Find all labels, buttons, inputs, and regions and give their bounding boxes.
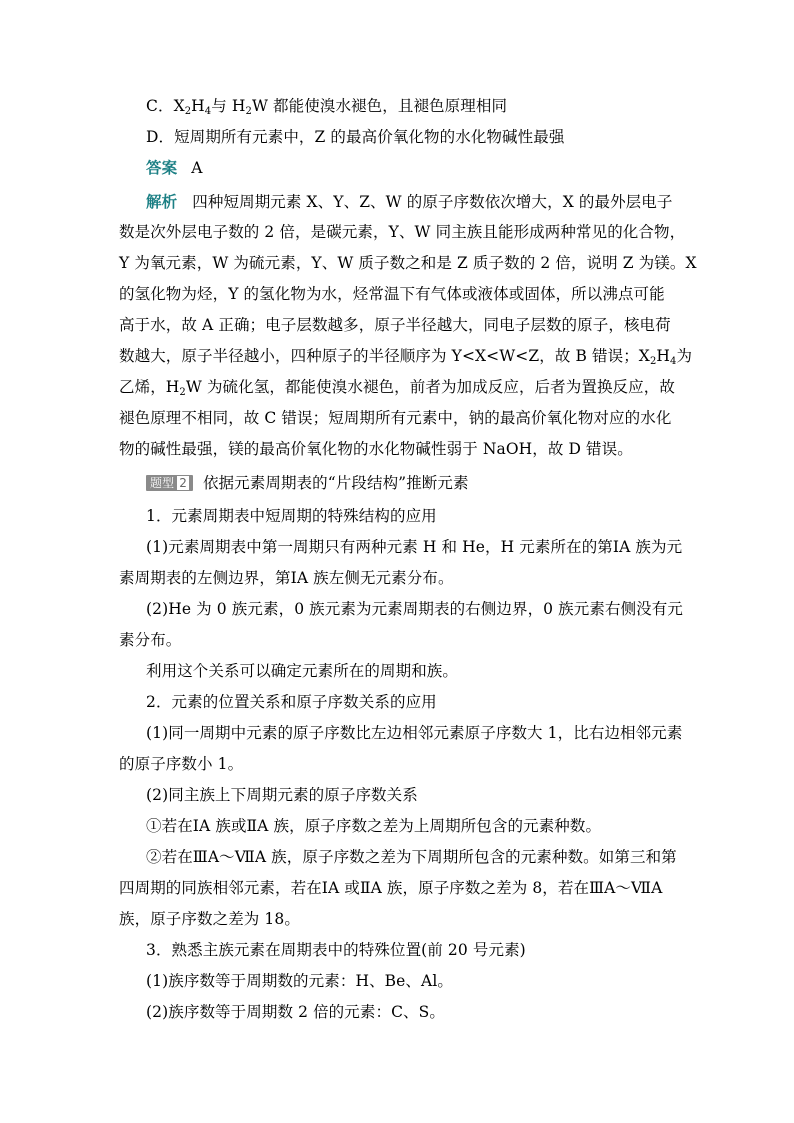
formula-part: X xyxy=(173,97,185,115)
option-c xyxy=(146,96,679,116)
para-7c: 族，原子序数之差为 18。 xyxy=(119,910,300,928)
para-7b: 四周期的同族相邻元素，若在ⅠA 或ⅡA 族，原子序数之差为 8，若在ⅢA～ⅦA xyxy=(119,879,663,897)
para-2a: (2)He 为 0 族元素，0 族元素为元素周期表的右侧边界，0 族元素右侧没有元 xyxy=(146,600,683,618)
analysis-line-5: 高于水，故 A 正确；电子层数越多，原子半径越大，同电子层数的原子，核电荷 xyxy=(119,316,671,334)
option-d: D．短周期所有元素中，Z 的最高价氧化物的水化物碱性最强 xyxy=(146,128,565,146)
analysis-line-6 xyxy=(119,346,693,367)
section-title: 依据元素周期表的“片段结构”推断元素 xyxy=(202,474,469,492)
heading-3: 3．熟悉主族元素在周期表中的特殊位置(前 20 号元素) xyxy=(146,941,526,959)
analysis-line-9: 物的碱性最强，镁的最高价氧化物的水化物碱性弱于 NaOH，故 D 错误。 xyxy=(119,440,633,458)
subscript: 2 xyxy=(184,106,192,117)
section-header xyxy=(146,473,706,493)
para-4b: 的原子序数小 1。 xyxy=(119,755,244,773)
subscript: 2 xyxy=(649,356,657,367)
subscript: 2 xyxy=(179,387,186,398)
para-1b: 素周期表的左侧边界，第ⅠA 族左侧无元素分布。 xyxy=(119,569,454,587)
para-3: 利用这个关系可以确定元素所在的周期和族。 xyxy=(146,662,459,680)
para-6: ①若在ⅠA 族或ⅡA 族，原子序数之差为上周期所包含的元素种数。 xyxy=(146,817,602,835)
analysis-text: W 为硫化氢，都能使溴水褪色，前者为加成反应，后者为置换反应，故 xyxy=(185,378,675,396)
analysis-line-2: 数是次外层电子数的 2 倍，是碳元素，Y、W 同主族且能形成两种常见的化合物， xyxy=(119,223,686,241)
analysis-text: 为 xyxy=(676,347,693,365)
answer-value: A xyxy=(191,159,203,177)
para-7a: ②若在ⅢA～ⅦA 族，原子序数之差为下周期所包含的元素种数。如第三和第 xyxy=(146,848,677,866)
subscript: 4 xyxy=(670,356,677,367)
option-c-label: C． xyxy=(146,97,174,115)
analysis-label: 解析 xyxy=(146,192,178,211)
formula-part: H xyxy=(656,347,671,365)
analysis-line-8: 褪色原理不相同，故 C 错误；短周期所有元素中，钠的最高价氧化物对应的水化 xyxy=(119,409,672,427)
formula-part: 与 H xyxy=(211,97,246,115)
subscript: 4 xyxy=(204,106,212,117)
option-c-text: W 都能使溴水褪色，且褪色原理相同 xyxy=(251,97,508,115)
analysis-text: 数越大，原子半径越小，四种原子的半径顺序为 Y<X<W<Z，故 B 错误；X xyxy=(119,347,650,365)
heading-2: 2．元素的位置关系和原子序数关系的应用 xyxy=(146,693,437,711)
formula-part: H xyxy=(191,97,205,115)
subscript: 2 xyxy=(245,106,252,117)
question-type-badge xyxy=(146,475,193,491)
analysis-line-3: Y 为氧元素，W 为硫元素，Y、W 质子数之和是 Z 质子数的 2 倍，说明 Z 为镁。X xyxy=(119,254,697,272)
para-8: (1)族序数等于周期数的元素：H、Be、Al。 xyxy=(146,972,453,990)
answer-line xyxy=(146,158,679,178)
para-9: (2)族序数等于周期数 2 倍的元素：C、S。 xyxy=(146,1003,445,1021)
para-1a: (1)元素周期表中第一周期只有两种元素 H 和 He，H 元素所在的第ⅠA 族为元 xyxy=(146,538,683,556)
analysis-text: 四种短周期元素 X、Y、Z、W 的原子序数依次增大，X 的最外层电子 xyxy=(192,193,673,211)
badge-text: 题型 xyxy=(150,476,175,490)
para-4a: (1)同一周期中元素的原子序数比左边相邻元素原子序数大 1，比右边相邻元素 xyxy=(146,724,683,742)
para-5: (2)同主族上下周期元素的原子序数关系 xyxy=(146,786,418,804)
analysis-line-1 xyxy=(146,192,679,212)
analysis-text: 乙烯，H xyxy=(119,378,180,396)
heading-1: 1．元素周期表中短周期的特殊结构的应用 xyxy=(146,507,437,525)
analysis-line-4: 的氢化物为烃，Y 的氢化物为水，烃常温下有气体或液体或固体，所以沸点可能 xyxy=(119,285,665,303)
analysis-line-7 xyxy=(119,377,679,397)
answer-label: 答案 xyxy=(146,158,178,177)
para-2b: 素分布。 xyxy=(119,631,182,649)
badge-number: 2 xyxy=(179,476,187,490)
